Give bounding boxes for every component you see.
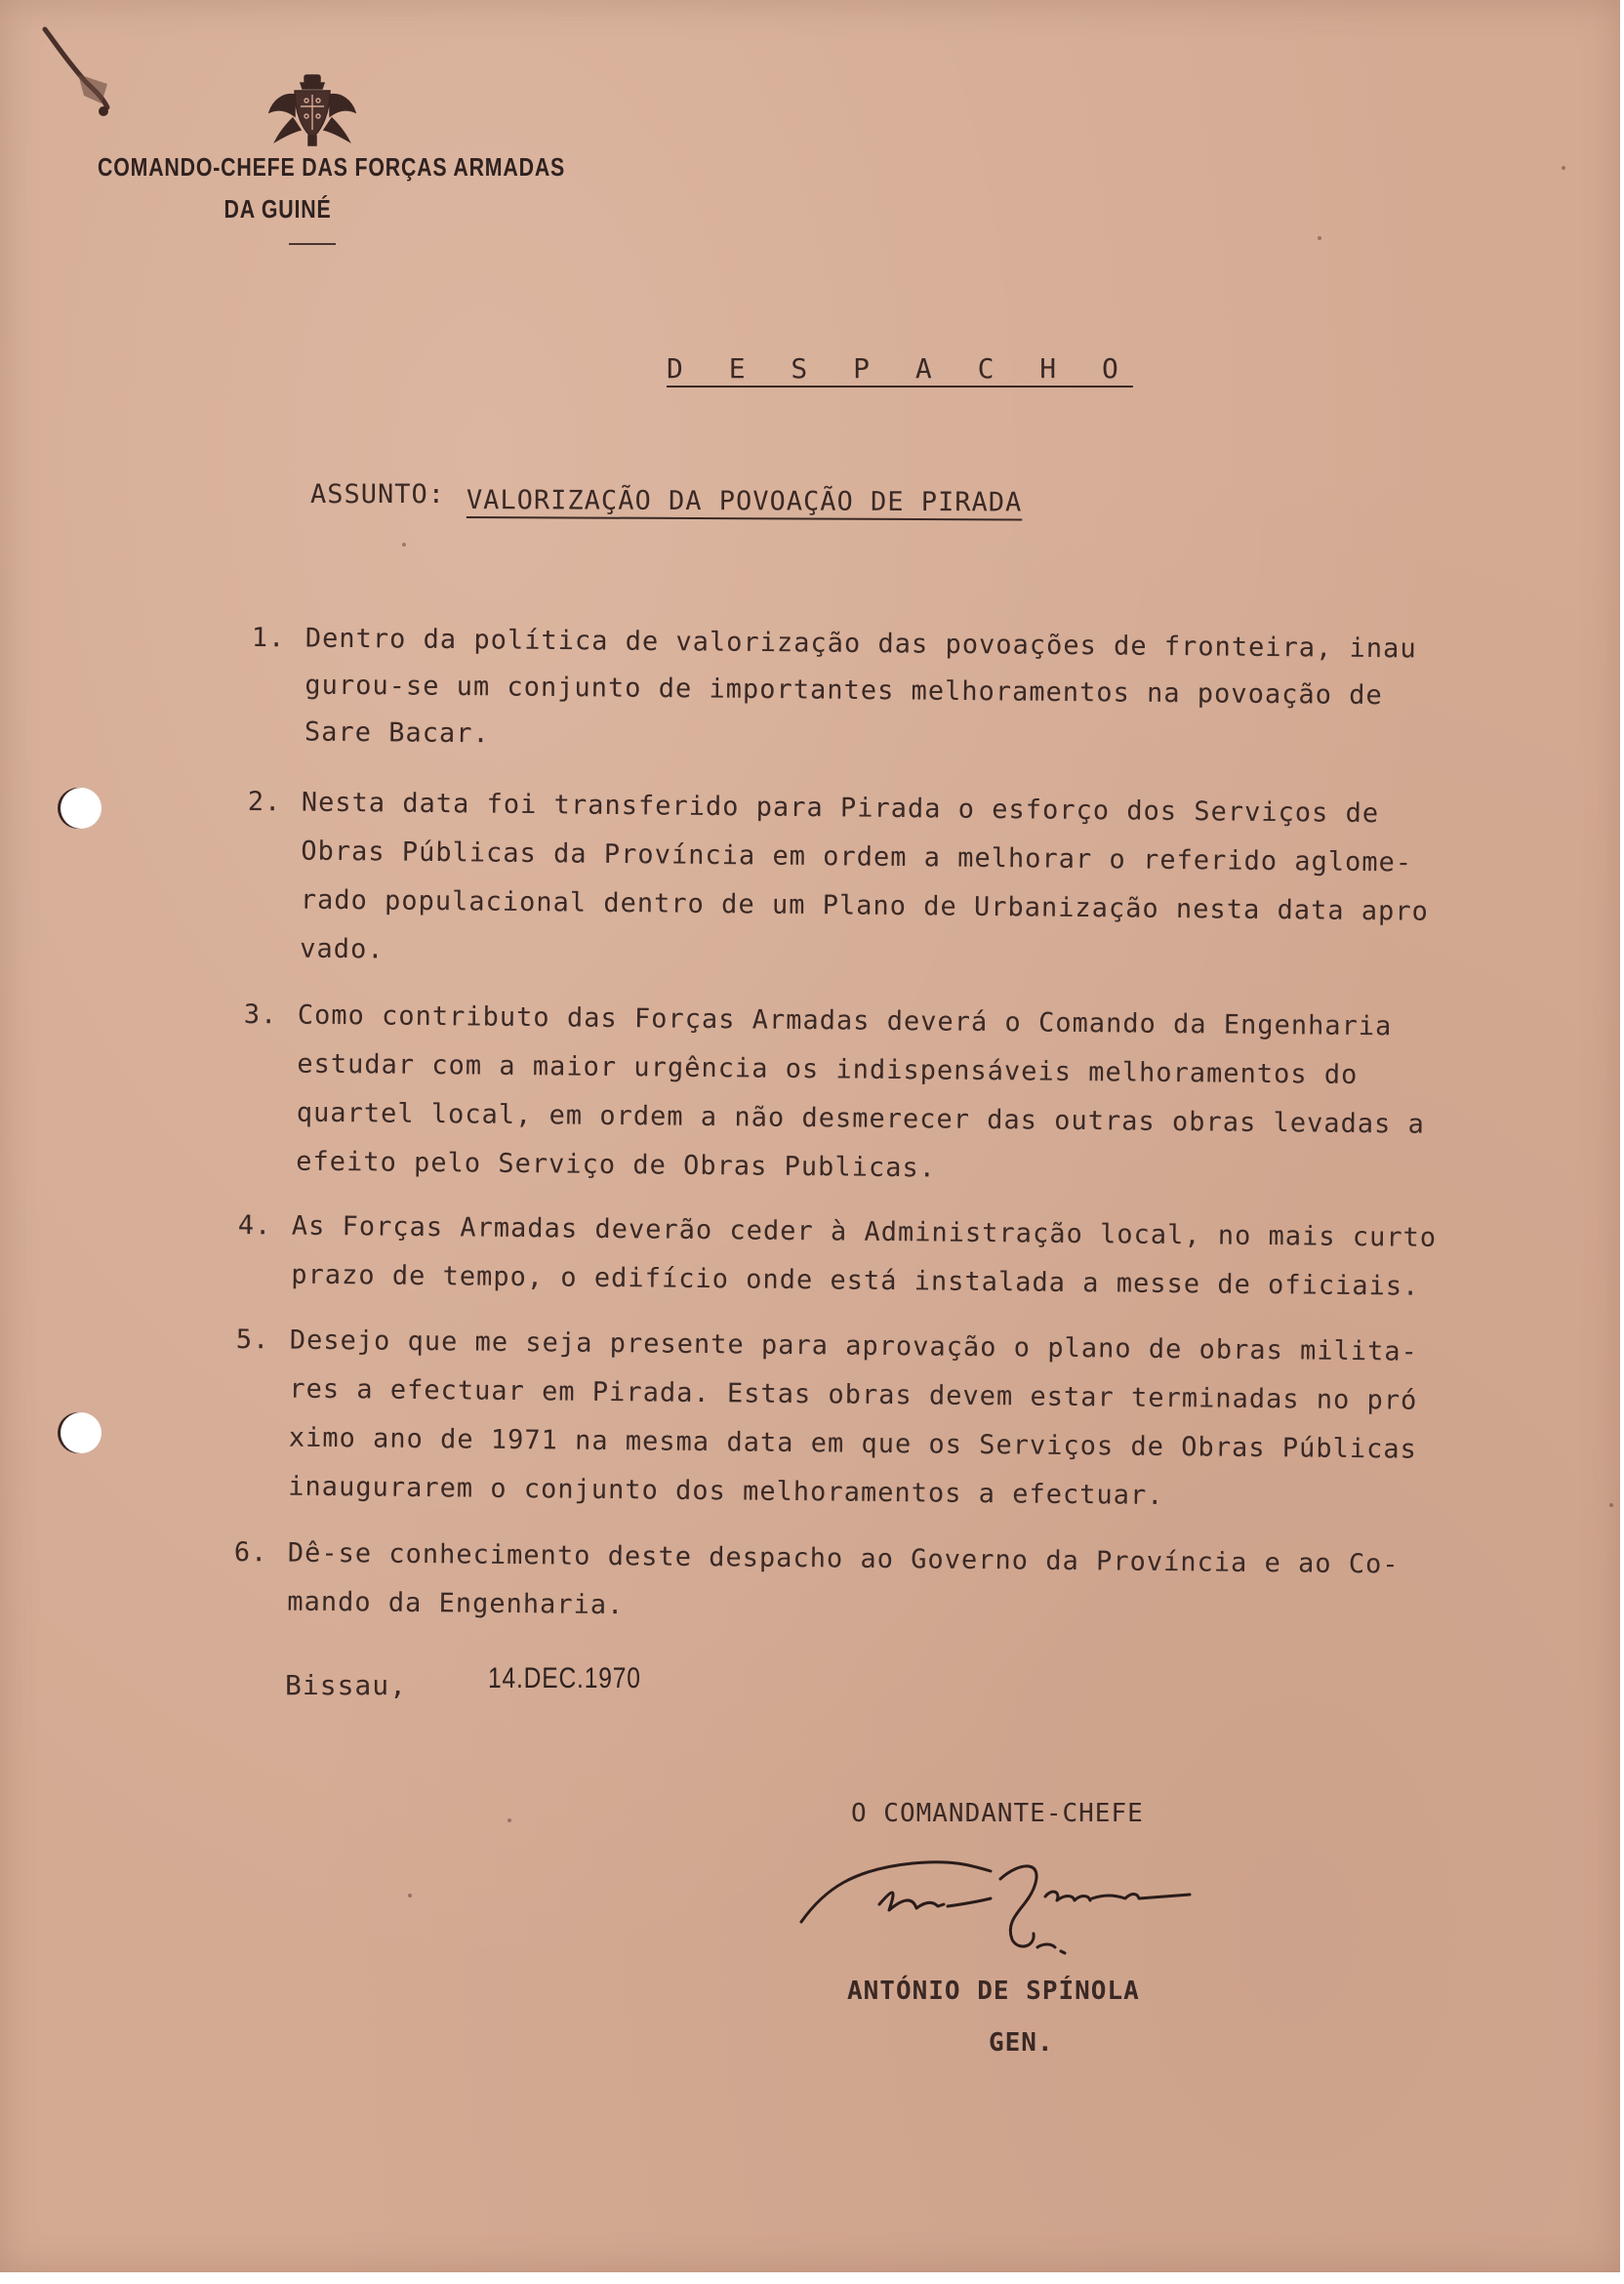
paragraph-line: quartel local, em ordem a não desmerecer das outras obras levadas a (296, 1097, 1426, 1140)
letterhead (98, 146, 566, 230)
paragraph-line: mando da Engenharia. (287, 1586, 625, 1621)
punch-hole (61, 788, 102, 829)
paragraph-line: inaugurarem o conjunto dos melhoramentos a efectuar. (288, 1471, 1164, 1511)
coat-of-arms-emblem-icon (265, 73, 359, 147)
letterhead-line-1: COMANDO-CHEFE DAS FORÇAS ARMADAS (98, 152, 566, 182)
paper-speck (508, 1818, 511, 1822)
punch-hole (61, 1412, 102, 1453)
subject-value: VALORIZAÇÃO DA POVOAÇÃO DE PIRADA (466, 485, 1023, 518)
paper-speck (1562, 166, 1565, 170)
paragraph-line: vado. (300, 933, 385, 965)
letterhead-line-2: DA GUINÉ (223, 194, 332, 224)
paper-speck (1318, 236, 1321, 240)
commander-title: O COMANDANTE-CHEFE (851, 1799, 1144, 1828)
paragraph-line: estudar com a maior urgência os indispensáveis melhoramentos do (297, 1048, 1359, 1090)
paragraph-number: 5. (235, 1325, 270, 1356)
paragraph-line: Desejo que me seja presente para aprovação o plano de obras milita- (289, 1325, 1419, 1367)
paragraph-number: 3. (243, 999, 278, 1031)
paragraph-line: Nesta data foi transferido para Pirada o esforço dos Serviços de (301, 787, 1380, 830)
staple-mark-icon (39, 25, 127, 123)
document-title: D E S P A C H O (667, 352, 1133, 385)
paragraph-number: 4. (237, 1210, 272, 1242)
paragraph-number: 6. (233, 1537, 268, 1569)
signer-rank: GEN. (989, 2028, 1054, 2058)
signer-name: ANTÓNIO DE SPÍNOLA (847, 1977, 1140, 2006)
paper-speck (1609, 1503, 1613, 1507)
paper-speck (408, 1894, 412, 1897)
paragraph-line: res a efectuar em Pirada. Estas obras devem estar terminadas no pró (289, 1373, 1418, 1416)
letterhead-divider (289, 243, 336, 245)
date-stamp: 14.DEC.1970 (488, 1662, 641, 1694)
paragraph-line: Obras Públicas da Província em ordem a melhorar o referido aglome- (301, 836, 1413, 878)
paper-speck (402, 543, 406, 547)
subject-label: ASSUNTO: (310, 479, 446, 510)
paragraph-line: Dê-se conhecimento deste despacho ao Governo da Província e ao Co- (287, 1537, 1400, 1580)
paragraph-line: Dentro da política de valorização das povoações de fronteira, inau (304, 623, 1417, 665)
paragraph-line: prazo de tempo, o edifício onde está instalada a messe de oficiais. (291, 1259, 1420, 1302)
handwritten-signature-icon (795, 1850, 1205, 1967)
paragraph-number: 2. (247, 787, 282, 818)
paragraph-line: efeito pelo Serviço de Obras Publicas. (296, 1146, 937, 1184)
paragraph-line: gurou-se um conjunto de importantes melhoramentos na povoação de (304, 670, 1383, 712)
place-label: Bissau, (285, 1669, 408, 1701)
paragraph-line: As Forças Armadas deverão ceder à Administração local, no mais curto (291, 1210, 1438, 1253)
paragraph-line: ximo ano de 1971 na mesma data em que os Serviços de Obras Públicas (288, 1422, 1418, 1465)
paragraph-line: Sare Bacar. (304, 716, 490, 750)
paragraph-line: rado populacional dentro de um Plano de Urbanização nesta data apro (300, 884, 1430, 927)
paragraph-line: Como contributo das Forças Armadas deverá o Comando da Engenharia (297, 999, 1393, 1042)
paragraph-number: 1. (251, 623, 286, 654)
